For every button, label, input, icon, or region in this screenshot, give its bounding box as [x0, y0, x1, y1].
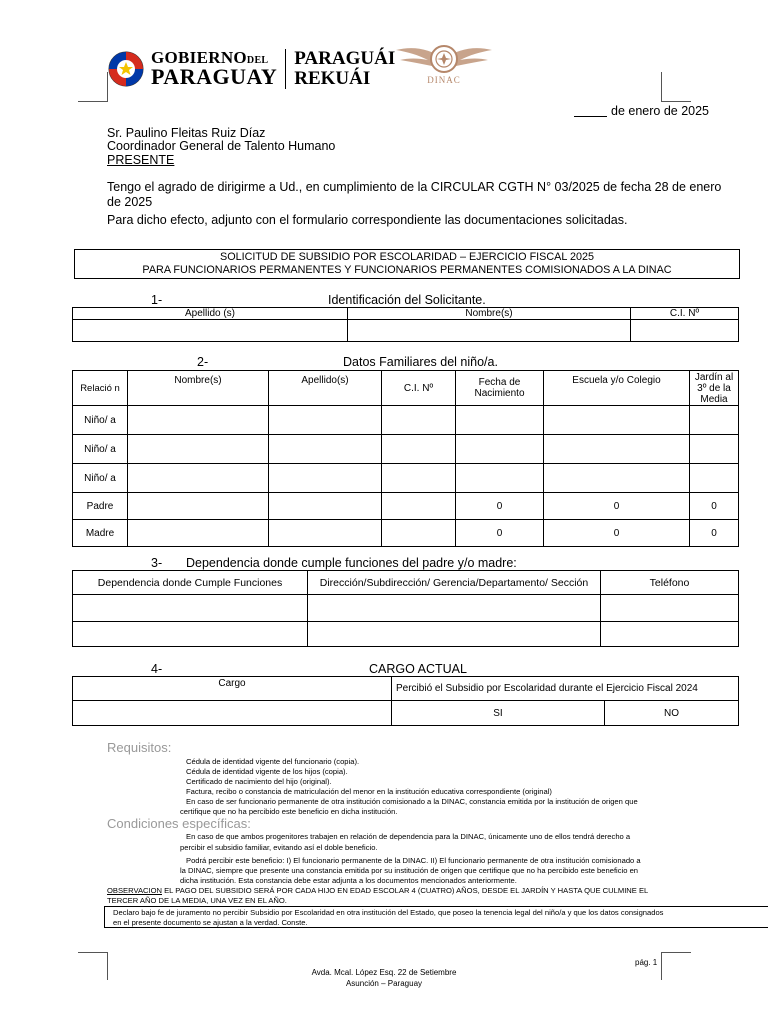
relacion-cell: Niño/ a [73, 464, 128, 493]
section1-number: 1- [151, 293, 163, 307]
dinac-logo [394, 42, 494, 88]
paraguay-emblem-icon [107, 50, 145, 88]
applicant-table [72, 307, 739, 342]
fecha-cell[interactable] [456, 406, 544, 435]
gov-line1: GOBIERNO [151, 48, 247, 68]
table-row [73, 435, 739, 464]
header-fecha: Fecha de Nacimiento [456, 371, 544, 406]
fecha-cell[interactable] [456, 435, 544, 464]
section1-title: Identificación del Solicitante. [328, 293, 486, 307]
header-ci: C.I. Nº [631, 308, 739, 320]
family-table [72, 370, 739, 547]
recipient-title: Coordinador General de Talento Humano [107, 139, 336, 153]
crop-mark [661, 952, 691, 953]
relacion-cell: Niño/ a [73, 406, 128, 435]
jardin-cell[interactable] [690, 406, 739, 435]
escuela-cell[interactable] [544, 406, 690, 435]
header-nombre: Nombre(s) [348, 308, 631, 320]
direccion-field[interactable] [308, 622, 601, 647]
direccion-field[interactable] [308, 595, 601, 622]
fecha-cell[interactable]: 0 [456, 520, 544, 547]
jardin-cell[interactable] [690, 464, 739, 493]
dependencia-field[interactable] [73, 622, 308, 647]
child-ci-field[interactable] [382, 406, 456, 435]
condicion-2a: Podrá percibir este beneficio: I) El funcionario permanente de la DINAC. II) El funcionario permanente de otra institución comisionado a [186, 856, 641, 865]
table-row [73, 520, 739, 547]
crop-mark [661, 72, 662, 102]
list-item: En caso de ser funcionario permanente de otra institución comisionado a la DINAC, constancia emitida por la institución de origen que [186, 797, 638, 806]
child-apellido-field[interactable] [269, 406, 382, 435]
escuela-cell[interactable]: 0 [544, 520, 690, 547]
dependencia-field[interactable] [73, 595, 308, 622]
crop-mark [78, 952, 108, 953]
header-ci-child: C.I. Nº [382, 371, 456, 406]
no-option[interactable]: NO [605, 701, 739, 726]
footer-city: Asunción – Paraguay [345, 979, 423, 988]
child-nombre-field[interactable] [128, 435, 269, 464]
list-item: certifique que no ha percibido este beneficio en dicha institución. [180, 807, 398, 816]
telefono-field[interactable] [601, 622, 739, 647]
child-apellido-field[interactable] [269, 435, 382, 464]
declaracion-line1: Declaro bajo fe de juramento no percibir Subsidio por Escolaridad en otra institución del Estado, que poseo la tenencia legal del niño/a y que los datos consignados [113, 908, 664, 917]
escuela-cell[interactable] [544, 435, 690, 464]
nombre-field[interactable] [348, 320, 631, 342]
relacion-cell: Madre [73, 520, 128, 547]
observacion-label: OBSERVACION [107, 886, 162, 895]
ci-field[interactable] [631, 320, 739, 342]
declaracion-box [104, 906, 768, 928]
section3-number: 3- [151, 556, 163, 570]
section4-title: CARGO ACTUAL [369, 662, 467, 676]
observacion-text: EL PAGO DEL SUBSIDIO SERÁ POR CADA HIJO EN EDAD ESCOLAR 4 (CUATRO) AÑOS, DESDE EL JARDÍN Y HASTA QUE CULMINE EL [162, 886, 649, 895]
padre-nombre-field[interactable] [128, 493, 269, 520]
madre-apellido-field[interactable] [269, 520, 382, 547]
crop-mark [661, 101, 691, 102]
recipient-name: Sr. Paulino Fleitas Ruiz Díaz [107, 126, 266, 140]
list-item: Factura, recibo o constancia de matriculación del menor en la institución educativa correspondiente (original) [186, 787, 552, 796]
header-percibio: Percibió el Subsidio por Escolaridad durante el Ejercicio Fiscal 2024 [392, 677, 739, 701]
date-blank-line[interactable] [574, 116, 607, 117]
list-item: Cédula de identidad vigente del funcionario (copia). [186, 757, 360, 766]
relacion-cell: Niño/ a [73, 435, 128, 464]
jardin-cell[interactable] [690, 435, 739, 464]
child-ci-field[interactable] [382, 435, 456, 464]
header-escuela: Escuela y/o Colegio [544, 371, 690, 406]
section3-title: Dependencia donde cumple funciones del padre y/o madre: [186, 556, 517, 570]
footer-address: Avda. Mcal. López Esq. 22 de Setiembre [311, 968, 457, 977]
cargo-field[interactable] [73, 701, 392, 726]
winged-emblem-icon [394, 42, 494, 76]
declaracion-line2: en el presente documento se ajustan a la verdad. Conste. [113, 918, 308, 927]
dependency-table [72, 570, 739, 647]
section2-title: Datos Familiares del niño/a. [343, 355, 498, 369]
madre-nombre-field[interactable] [128, 520, 269, 547]
condicion-1a: En caso de que ambos progenitores trabajen en relación de dependencia para la DINAC, únicamente uno de ellos tendrá derecho a [186, 832, 631, 841]
section2-number: 2- [197, 355, 209, 369]
child-ci-field[interactable] [382, 464, 456, 493]
padre-apellido-field[interactable] [269, 493, 382, 520]
table-row [73, 406, 739, 435]
observacion-text-2: TERCER AÑO DE LA MEDIA, UNA VEZ EN EL AÑO. [107, 896, 287, 905]
escuela-cell[interactable]: 0 [544, 493, 690, 520]
gov-line1-del: DEL [246, 55, 269, 67]
page-number: pág. 1 [635, 958, 658, 967]
gov-line2: PARAGUAY [151, 63, 278, 89]
si-option[interactable]: SI [392, 701, 605, 726]
header-nombres: Nombre(s) [128, 371, 269, 406]
form-title-box [74, 249, 740, 279]
attachment-paragraph: Para dicho efecto, adjunto con el formulario correspondiente las documentaciones solicitadas. [107, 213, 628, 227]
intro-paragraph: Tengo el agrado de dirigirme a Ud., en cumplimiento de la CIRCULAR CGTH N° 03/2025 de fecha 28 de enero de 2025 [107, 180, 722, 209]
fecha-cell[interactable] [456, 464, 544, 493]
list-item: Certificado de nacimiento del hijo (original). [186, 777, 332, 786]
child-nombre-field[interactable] [128, 406, 269, 435]
form-title-line1: SOLICITUD DE SUBSIDIO POR ESCOLARIDAD – EJERCICIO FISCAL 2025 [220, 251, 594, 263]
condicion-2c: dicha institución. Esta constancia debe estar adjunta a los documentos mencionados anteriormente. [180, 876, 517, 885]
date-text: de enero de 2025 [611, 104, 710, 118]
header-cargo: Cargo [73, 677, 392, 701]
telefono-field[interactable] [601, 595, 739, 622]
government-logo [107, 47, 395, 91]
guarani-line1: PARAGUÁI [294, 48, 396, 70]
crop-mark [78, 101, 108, 102]
section4-number: 4- [151, 662, 163, 676]
header-direccion: Dirección/Subdirección/ Gerencia/Departamento/ Sección [308, 571, 601, 595]
list-item: Cédula de identidad vigente de los hijos (copia). [186, 767, 348, 776]
observacion [107, 886, 648, 896]
relacion-cell: Padre [73, 493, 128, 520]
requisitos-list [186, 757, 638, 807]
madre-ci-field[interactable] [382, 520, 456, 547]
dinac-label: DINAC [427, 75, 461, 85]
child-apellido-field[interactable] [269, 464, 382, 493]
fecha-cell[interactable]: 0 [456, 493, 544, 520]
header-divider [285, 49, 286, 89]
child-nombre-field[interactable] [128, 464, 269, 493]
form-title-line2: PARA FUNCIONARIOS PERMANENTES Y FUNCIONARIOS PERMANENTES COMISIONADOS A LA DINAC [142, 264, 672, 276]
condiciones-title: Condiciones específicas: [107, 816, 251, 831]
presente-label: PRESENTE [107, 153, 175, 167]
condicion-1b: percibir el subsidio familiar, evitando así el doble beneficio. [180, 843, 378, 852]
escuela-cell[interactable] [544, 464, 690, 493]
header-relacion: Relació n [73, 371, 128, 406]
table-row [73, 464, 739, 493]
apellido-field[interactable] [73, 320, 348, 342]
position-table [72, 676, 739, 726]
header-apellidos: Apellido(s) [269, 371, 382, 406]
header-apellido: Apellido (s) [73, 308, 348, 320]
condicion-2b: la DINAC, siempre que presente una constancia emitida por su institución de origen que certifique que no ha percibido este beneficio en [180, 866, 639, 875]
jardin-cell[interactable]: 0 [690, 520, 739, 547]
header-dependencia: Dependencia donde Cumple Funciones [73, 571, 308, 595]
header-jardin: Jardín al 3º de la Media [690, 371, 739, 406]
header-telefono: Teléfono [601, 571, 739, 595]
requisitos-title: Requisitos: [107, 740, 172, 755]
table-row [73, 493, 739, 520]
guarani-line2: REKUÁI [294, 68, 371, 89]
jardin-cell[interactable]: 0 [690, 493, 739, 520]
padre-ci-field[interactable] [382, 493, 456, 520]
